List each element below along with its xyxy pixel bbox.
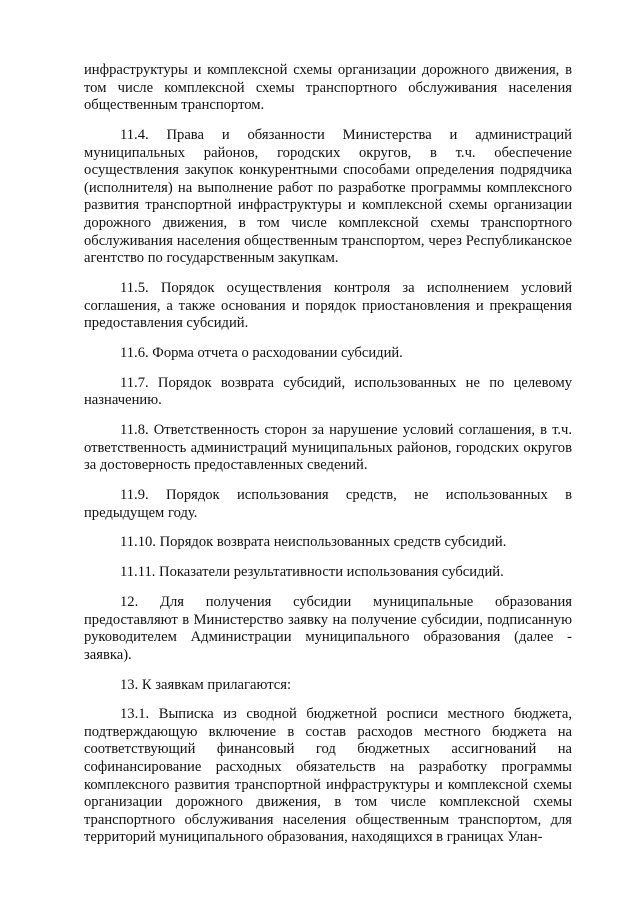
paragraph-11-11: 11.11. Показатели результативности использования субсидий. bbox=[120, 564, 504, 581]
document-body bbox=[84, 62, 572, 859]
paragraph-13: 13. К заявкам прилагаются: bbox=[120, 676, 291, 693]
paragraph-11-8: 11.8. Ответственность сторон за нарушение условий соглашения, в т.ч. ответственность администраций муниципальных районов, городских округов за достоверность предоставленных сведений. bbox=[84, 422, 572, 474]
paragraph-11-4: 11.4. Права и обязанности Министерства и администраций муниципальных районов, городских округов, в т.ч. обеспечение осуществления закупок конкурентными способами определения подрядчика (исполнителя) на выполнение работ по разработке программы комплексного развития транспортной инфраструктуры и комплексной схемы организации дорожного движения, в том числе комплексной схемы транспортного обслуживания населения общественным транспортом, через Республиканское агентство по государственным закупкам. bbox=[84, 126, 572, 267]
paragraph-11-5: 11.5. Порядок осуществления контроля за исполнением условий соглашения, а также основания и порядок приостановления и прекращения предоставления субсидий. bbox=[84, 279, 572, 332]
paragraph-13-1: 13.1. Выписка из сводной бюджетной росписи местного бюджета, подтверждающую включение в состав расходов местного бюджета на соответствующий финансовый год бюджетных ассигнований на софинансирование расходных обязательств на разработку программы комплексного развития транспортной инфраструктуры и комплексной схемы организации дорожного движения, в том числе комплексной схемы транспортного обслуживания населения общественным транспортом, для территорий муниципального образования, находящихся в границах Улан- bbox=[84, 706, 572, 846]
paragraph-11-10: 11.10. Порядок возврата неиспользованных средств субсидий. bbox=[120, 534, 507, 551]
paragraph-12: 12. Для получения субсидии муниципальные образования предоставляют в Министерство заявку на получение субсидии, подписанную руководителем Администрации муниципального образования (далее - заявка). bbox=[84, 593, 572, 663]
paragraph-11-7: 11.7. Порядок возврата субсидий, использованных не по целевому назначению. bbox=[84, 374, 572, 409]
paragraph-11-9: 11.9. Порядок использования средств, не использованных в предыдущем году. bbox=[84, 487, 572, 521]
paragraph-continuation: инфраструктуры и комплексной схемы организации дорожного движения, в том числе комплексной схемы транспортного обслуживания населения общественным транспортом. bbox=[84, 62, 572, 114]
paragraph-11-6: 11.6. Форма отчета о расходовании субсидий. bbox=[120, 344, 403, 361]
